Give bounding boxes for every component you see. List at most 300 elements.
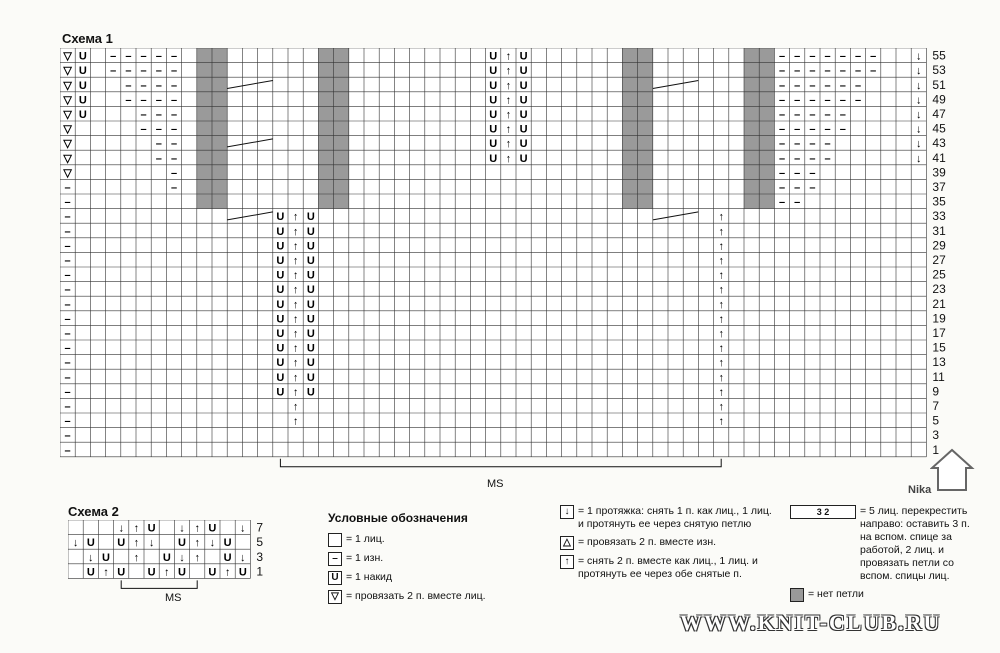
stitch-symbol: U <box>78 50 87 63</box>
stitch-symbol: ↑ <box>292 415 299 428</box>
stitch-symbol: U <box>276 313 285 326</box>
row-number: 3 <box>256 549 264 564</box>
stitch-symbol: ↓ <box>240 522 246 535</box>
legend-no-stitch-text: = нет петли <box>808 588 864 600</box>
stitch-symbol: – <box>64 430 71 443</box>
stitch-symbol: – <box>125 50 132 63</box>
stitch-symbol: ↓ <box>88 551 94 564</box>
stitch-symbol: – <box>824 50 831 63</box>
stitch-symbol: U <box>306 284 315 297</box>
stitch-symbol: ↓ <box>916 50 922 63</box>
legend-ssk <box>560 505 775 531</box>
stitch-symbol: – <box>824 94 831 107</box>
stitch-symbol: – <box>110 65 117 78</box>
stitch-symbol: ↓ <box>179 522 185 535</box>
stitch-symbol: U <box>519 152 528 165</box>
stitch-symbol: – <box>794 50 801 63</box>
stitch-symbol: U <box>306 386 315 399</box>
stitch-symbol: ↓ <box>916 94 922 107</box>
stitch-symbol: – <box>794 167 801 180</box>
stitch-symbol: U <box>276 225 285 238</box>
stitch-symbol: U <box>306 357 315 370</box>
stitch-symbol: ↓ <box>916 65 922 78</box>
stitch-symbol: – <box>824 65 831 78</box>
stitch-symbol: – <box>170 65 178 78</box>
row-number: 1 <box>256 564 264 579</box>
stitch-symbol: – <box>155 79 162 92</box>
row-number: 49 <box>932 92 946 107</box>
stitch-symbol: – <box>778 167 786 180</box>
stitch-symbol: ▽ <box>63 79 72 92</box>
stitch-symbol: U <box>306 342 315 355</box>
stitch-symbol: ↑ <box>103 566 109 579</box>
stitch-symbol: U <box>276 357 285 370</box>
stitch-symbol: – <box>140 109 147 121</box>
stitch-symbol: – <box>794 123 801 136</box>
stitch-symbol: U <box>276 255 285 267</box>
stitch-symbol: ▽ <box>63 123 72 136</box>
stitch-symbol: – <box>125 79 132 92</box>
stitch-symbol: ↑ <box>505 152 512 165</box>
p2tog-symbol: △ <box>560 536 574 550</box>
k2tog-symbol: ▽ <box>328 590 342 604</box>
stitch-symbol: – <box>140 79 147 92</box>
stitch-symbol: – <box>809 65 816 78</box>
stitch-symbol: U <box>519 123 528 136</box>
row-number: 51 <box>932 77 946 92</box>
legend-knit <box>328 533 538 547</box>
row-number: 15 <box>932 340 946 355</box>
stitch-symbol: ↑ <box>505 79 512 92</box>
stitch-symbol: – <box>170 167 178 180</box>
stitch-symbol: ↑ <box>718 298 724 311</box>
stitch-symbol: ↑ <box>292 342 299 355</box>
stitch-symbol: – <box>824 152 831 165</box>
stitch-symbol: ↓ <box>240 551 246 564</box>
stitch-symbol: – <box>809 152 816 165</box>
row-number: 1 <box>932 442 940 457</box>
no-stitch-cell <box>334 48 349 209</box>
stitch-symbol: ↑ <box>718 386 724 399</box>
stitch-symbol: U <box>178 566 186 579</box>
stitch-symbol: ↑ <box>292 298 299 311</box>
stitch-symbol: ↑ <box>505 109 512 121</box>
stitch-symbol: – <box>64 371 71 384</box>
stitch-symbol: – <box>64 415 71 428</box>
legend-p2tog-text: = провязать 2 п. вместе изн. <box>578 536 717 548</box>
legend-middle <box>560 505 775 586</box>
stitch-symbol: U <box>276 269 285 282</box>
stitch-symbol: – <box>778 109 786 121</box>
stitch-symbol: U <box>489 138 498 151</box>
knit-symbol <box>328 533 342 547</box>
signature: Nika <box>908 484 932 496</box>
stitch-symbol: – <box>824 79 831 92</box>
row-number: 47 <box>932 107 946 121</box>
stitch-symbol: U <box>489 94 498 107</box>
legend-yo-text: = 1 накид <box>346 571 393 583</box>
stitch-symbol: – <box>64 386 71 399</box>
row-number: 39 <box>932 165 946 180</box>
stitch-symbol: – <box>794 79 801 92</box>
stitch-symbol: ▽ <box>63 94 72 107</box>
stitch-symbol: – <box>140 50 147 63</box>
stitch-symbol: – <box>794 65 801 78</box>
row-number: 5 <box>932 413 940 428</box>
stitch-symbol: U <box>519 65 528 78</box>
stitch-symbol: – <box>170 94 178 107</box>
stitch-symbol: ↑ <box>133 537 140 550</box>
stitch-symbol: ↑ <box>292 386 299 399</box>
stitch-symbol: U <box>178 537 186 550</box>
legend-k2tog <box>328 590 538 604</box>
stitch-symbol: ↑ <box>505 50 512 63</box>
stitch-symbol: U <box>162 551 171 564</box>
stitch-symbol: – <box>854 65 862 78</box>
stitch-symbol: ↑ <box>292 371 299 384</box>
legend-left <box>328 512 538 609</box>
stitch-symbol: – <box>170 109 178 121</box>
stitch-symbol: – <box>140 65 147 78</box>
row-number: 13 <box>932 355 946 370</box>
legend-knit-text: = 1 лиц. <box>346 533 385 545</box>
stitch-symbol: – <box>778 138 786 151</box>
stitch-symbol: – <box>809 50 816 63</box>
stitch-symbol: – <box>778 196 786 209</box>
stitch-symbol: ↑ <box>194 522 200 535</box>
legend-purl-text: = 1 изн. <box>346 552 384 564</box>
stitch-symbol: – <box>778 50 786 63</box>
stitch-symbol: – <box>170 138 178 151</box>
stitch-symbol: ↑ <box>292 269 299 282</box>
no-stitch-cell <box>759 48 774 209</box>
stitch-symbol: ▽ <box>63 152 72 165</box>
stitch-symbol: ↑ <box>194 551 200 564</box>
stitch-symbol: U <box>489 79 498 92</box>
scheme2-ms-label: MS <box>165 592 182 604</box>
stitch-symbol: ↑ <box>133 522 140 535</box>
stitch-symbol: U <box>78 109 87 121</box>
stitch-symbol: – <box>839 50 846 63</box>
stitch-symbol: – <box>155 138 162 151</box>
stitch-symbol: U <box>489 109 498 121</box>
stitch-symbol: – <box>170 123 178 136</box>
stitch-symbol: ↑ <box>133 551 140 564</box>
stitch-symbol: – <box>794 152 801 165</box>
stitch-symbol: ↑ <box>718 269 724 282</box>
legend-cable <box>790 505 980 583</box>
stitch-symbol: – <box>839 123 846 136</box>
stitch-symbol: ↑ <box>718 401 724 413</box>
row-number: 23 <box>932 282 946 297</box>
stitch-symbol: U <box>223 551 232 564</box>
stitch-symbol: ↑ <box>194 537 200 550</box>
stitch-symbol: – <box>854 50 862 63</box>
stitch-symbol: – <box>809 123 816 136</box>
stitch-symbol: ↑ <box>292 313 299 326</box>
stitch-symbol: – <box>778 152 786 165</box>
stitch-symbol: – <box>809 94 816 107</box>
row-number: 7 <box>932 399 940 413</box>
scheme1-title: Схема 1 <box>62 31 113 46</box>
row-number: 35 <box>932 194 946 209</box>
stitch-symbol: ▽ <box>63 65 72 78</box>
row-number: 25 <box>932 267 946 282</box>
stitch-symbol: ↓ <box>179 551 185 564</box>
legend-ssk-text: = 1 протяжка: снять 1 п. как лиц., 1 лиц. и протянуть ее через снятую петлю <box>578 505 772 530</box>
stitch-symbol: U <box>306 240 315 253</box>
stitch-symbol: ↑ <box>718 357 724 370</box>
row-number: 3 <box>932 428 940 443</box>
stitch-symbol: – <box>64 196 71 209</box>
stitch-symbol: U <box>489 50 498 63</box>
stitch-symbol: ▽ <box>63 138 72 151</box>
ms-bracket <box>280 459 721 467</box>
stitch-symbol: ↑ <box>718 240 724 253</box>
stitch-symbol: – <box>64 357 71 370</box>
stitch-symbol: – <box>64 313 71 326</box>
stitch-symbol: – <box>778 65 786 78</box>
stitch-symbol: – <box>839 79 846 92</box>
row-number: 7 <box>256 520 264 535</box>
no-stitch-cell <box>622 48 637 209</box>
stitch-symbol: – <box>64 444 71 457</box>
stitch-symbol: U <box>147 566 156 579</box>
stitch-symbol: – <box>64 328 71 340</box>
stitch-symbol: ↑ <box>505 94 512 107</box>
row-number: 45 <box>932 121 946 136</box>
stitch-symbol: – <box>64 284 71 297</box>
stitch-symbol: U <box>306 211 315 224</box>
stitch-symbol: U <box>489 152 498 165</box>
ssk-symbol: ↓ <box>560 505 574 519</box>
purl-symbol: – <box>328 552 342 566</box>
stitch-symbol: U <box>306 298 315 311</box>
stitch-symbol: – <box>794 196 801 209</box>
stitch-symbol: – <box>64 269 71 282</box>
stitch-symbol: U <box>306 328 315 340</box>
stitch-symbol: – <box>155 152 162 165</box>
stitch-symbol: ↑ <box>292 328 299 340</box>
stitch-symbol: – <box>809 167 816 180</box>
stitch-symbol: U <box>208 522 217 535</box>
stitch-symbol: ▽ <box>63 50 72 63</box>
stitch-symbol: – <box>140 123 147 136</box>
stitch-symbol: ↑ <box>505 65 512 78</box>
stitch-symbol: U <box>489 123 498 136</box>
legend-title: Условные обозначения <box>328 511 468 525</box>
stitch-symbol: – <box>839 94 846 107</box>
stitch-symbol: – <box>125 65 132 78</box>
stitch-symbol: U <box>306 371 315 384</box>
stitch-symbol: ↑ <box>505 123 512 136</box>
stitch-symbol: U <box>519 138 528 151</box>
stitch-symbol: ↑ <box>718 313 724 326</box>
stitch-symbol: – <box>170 50 178 63</box>
stitch-symbol: U <box>276 328 285 340</box>
stitch-symbol: ↓ <box>118 522 124 535</box>
stitch-symbol: U <box>519 79 528 92</box>
stitch-symbol: U <box>78 79 87 92</box>
stitch-symbol: ↑ <box>718 328 724 340</box>
stitch-symbol: – <box>64 401 71 413</box>
stitch-symbol: – <box>64 255 71 267</box>
stitch-symbol: – <box>155 65 162 78</box>
stitch-symbol: ↑ <box>224 566 231 579</box>
no-stitch-cell <box>638 48 653 209</box>
stitch-symbol: – <box>155 123 162 136</box>
cdd-symbol: ↑ <box>560 555 574 569</box>
stitch-symbol: ▽ <box>63 167 72 180</box>
stitch-symbol: U <box>276 298 285 311</box>
no-stitch-cell <box>318 48 333 209</box>
stitch-symbol: ↑ <box>292 240 299 253</box>
scheme2-title: Схема 2 <box>68 504 119 519</box>
stitch-symbol: ↑ <box>505 138 512 151</box>
stitch-symbol: – <box>778 182 786 194</box>
stitch-symbol: – <box>110 50 117 63</box>
stitch-symbol: ↑ <box>718 415 724 428</box>
row-number: 31 <box>932 223 946 238</box>
legend-cdd-text: = снять 2 п. вместе как лиц., 1 лиц. и протянуть ее через обе снятые п. <box>578 555 758 580</box>
row-number: 19 <box>932 311 946 326</box>
row-number: 53 <box>932 63 946 78</box>
row-number: 33 <box>932 209 946 224</box>
legend-right <box>790 505 980 607</box>
legend-no-stitch <box>790 588 980 602</box>
no-stitch-cell <box>744 48 759 209</box>
stitch-symbol: – <box>778 79 786 92</box>
home-arrow-icon <box>930 446 980 496</box>
stitch-symbol: ↑ <box>718 284 724 297</box>
stitch-symbol: U <box>276 284 285 297</box>
legend-k2tog-text: = провязать 2 п. вместе лиц. <box>346 590 486 602</box>
stitch-symbol: – <box>794 138 801 151</box>
scheme1-ms-label: MS <box>487 478 504 490</box>
scheme1-chart <box>60 48 960 483</box>
stitch-symbol: – <box>170 79 178 92</box>
stitch-symbol: ↑ <box>292 401 299 413</box>
stitch-symbol: – <box>809 79 816 92</box>
stitch-symbol: ↓ <box>916 123 922 136</box>
stitch-symbol: – <box>824 123 831 136</box>
stitch-symbol: ↑ <box>164 566 170 579</box>
stitch-symbol: U <box>519 50 528 63</box>
stitch-symbol: ↓ <box>148 537 155 550</box>
stitch-symbol: – <box>809 182 816 194</box>
stitch-symbol: ↓ <box>72 537 79 550</box>
stitch-symbol: ↓ <box>916 152 922 165</box>
stitch-symbol: – <box>64 225 71 238</box>
stitch-symbol: ↑ <box>292 284 299 297</box>
stitch-symbol: U <box>306 269 315 282</box>
row-number: 27 <box>932 253 946 267</box>
no-stitch-cell <box>212 48 227 209</box>
yarn-over-symbol: U <box>328 571 342 585</box>
legend-yo <box>328 571 538 585</box>
stitch-symbol: ↓ <box>916 138 922 151</box>
stitch-symbol: U <box>276 371 285 384</box>
stitch-symbol: – <box>125 94 132 107</box>
stitch-symbol: – <box>794 94 801 107</box>
stitch-symbol: U <box>117 537 126 550</box>
stitch-symbol: – <box>170 182 178 194</box>
stitch-symbol: U <box>519 94 528 107</box>
no-stitch-cell <box>197 48 212 209</box>
stitch-symbol: U <box>78 94 87 107</box>
stitch-symbol: U <box>117 566 126 579</box>
stitch-symbol: – <box>64 182 71 194</box>
stitch-symbol: ↑ <box>718 225 724 238</box>
stitch-symbol: – <box>854 79 862 92</box>
legend-p2tog <box>560 536 775 550</box>
stitch-symbol: – <box>794 182 801 194</box>
stitch-symbol: U <box>86 566 95 579</box>
stitch-symbol: – <box>809 138 816 151</box>
cable-symbol: 3 2 <box>790 505 856 519</box>
stitch-symbol: U <box>147 522 156 535</box>
stitch-symbol: – <box>824 109 831 121</box>
stitch-symbol: – <box>64 240 71 253</box>
row-number: 43 <box>932 136 946 151</box>
stitch-symbol: – <box>155 94 162 107</box>
stitch-symbol: – <box>778 94 786 107</box>
stitch-symbol: ↓ <box>916 79 922 92</box>
row-number: 21 <box>932 296 946 311</box>
stitch-symbol: – <box>155 109 162 121</box>
row-number: 29 <box>932 238 946 253</box>
stitch-symbol: – <box>809 109 816 121</box>
stitch-symbol: ↓ <box>209 537 216 550</box>
stitch-symbol: U <box>208 566 217 579</box>
stitch-symbol: U <box>306 225 315 238</box>
stitch-symbol: – <box>64 342 71 355</box>
stitch-symbol: – <box>140 94 147 107</box>
stitch-symbol: U <box>306 313 315 326</box>
row-number: 9 <box>932 384 940 399</box>
stitch-symbol: ↓ <box>916 109 922 121</box>
stitch-symbol: ↑ <box>292 211 299 224</box>
stitch-symbol: ↑ <box>292 357 299 370</box>
stitch-symbol: – <box>64 298 71 311</box>
stitch-symbol: U <box>276 386 285 399</box>
stitch-symbol: – <box>870 65 877 78</box>
stitch-symbol: U <box>238 566 247 579</box>
stitch-symbol: – <box>794 109 801 121</box>
stitch-symbol: U <box>519 109 528 121</box>
stitch-symbol: U <box>86 537 95 550</box>
row-number: 55 <box>932 48 946 63</box>
stitch-symbol: – <box>778 123 786 136</box>
stitch-symbol: ↑ <box>718 342 724 355</box>
legend-purl <box>328 552 538 566</box>
stitch-symbol: U <box>276 342 285 355</box>
stitch-symbol: U <box>102 551 110 564</box>
stitch-symbol: ↑ <box>718 211 724 224</box>
stitch-symbol: – <box>155 50 162 63</box>
row-number: 41 <box>932 150 946 165</box>
stitch-symbol: – <box>839 65 846 78</box>
row-number: 11 <box>932 369 945 384</box>
stitch-symbol: U <box>223 537 232 550</box>
legend-cdd <box>560 555 775 581</box>
stitch-symbol: U <box>276 240 285 253</box>
stitch-symbol: U <box>306 255 315 267</box>
stitch-symbol: – <box>170 152 178 165</box>
stitch-symbol: – <box>64 211 71 224</box>
row-number: 17 <box>932 326 946 340</box>
stitch-symbol: U <box>489 65 498 78</box>
